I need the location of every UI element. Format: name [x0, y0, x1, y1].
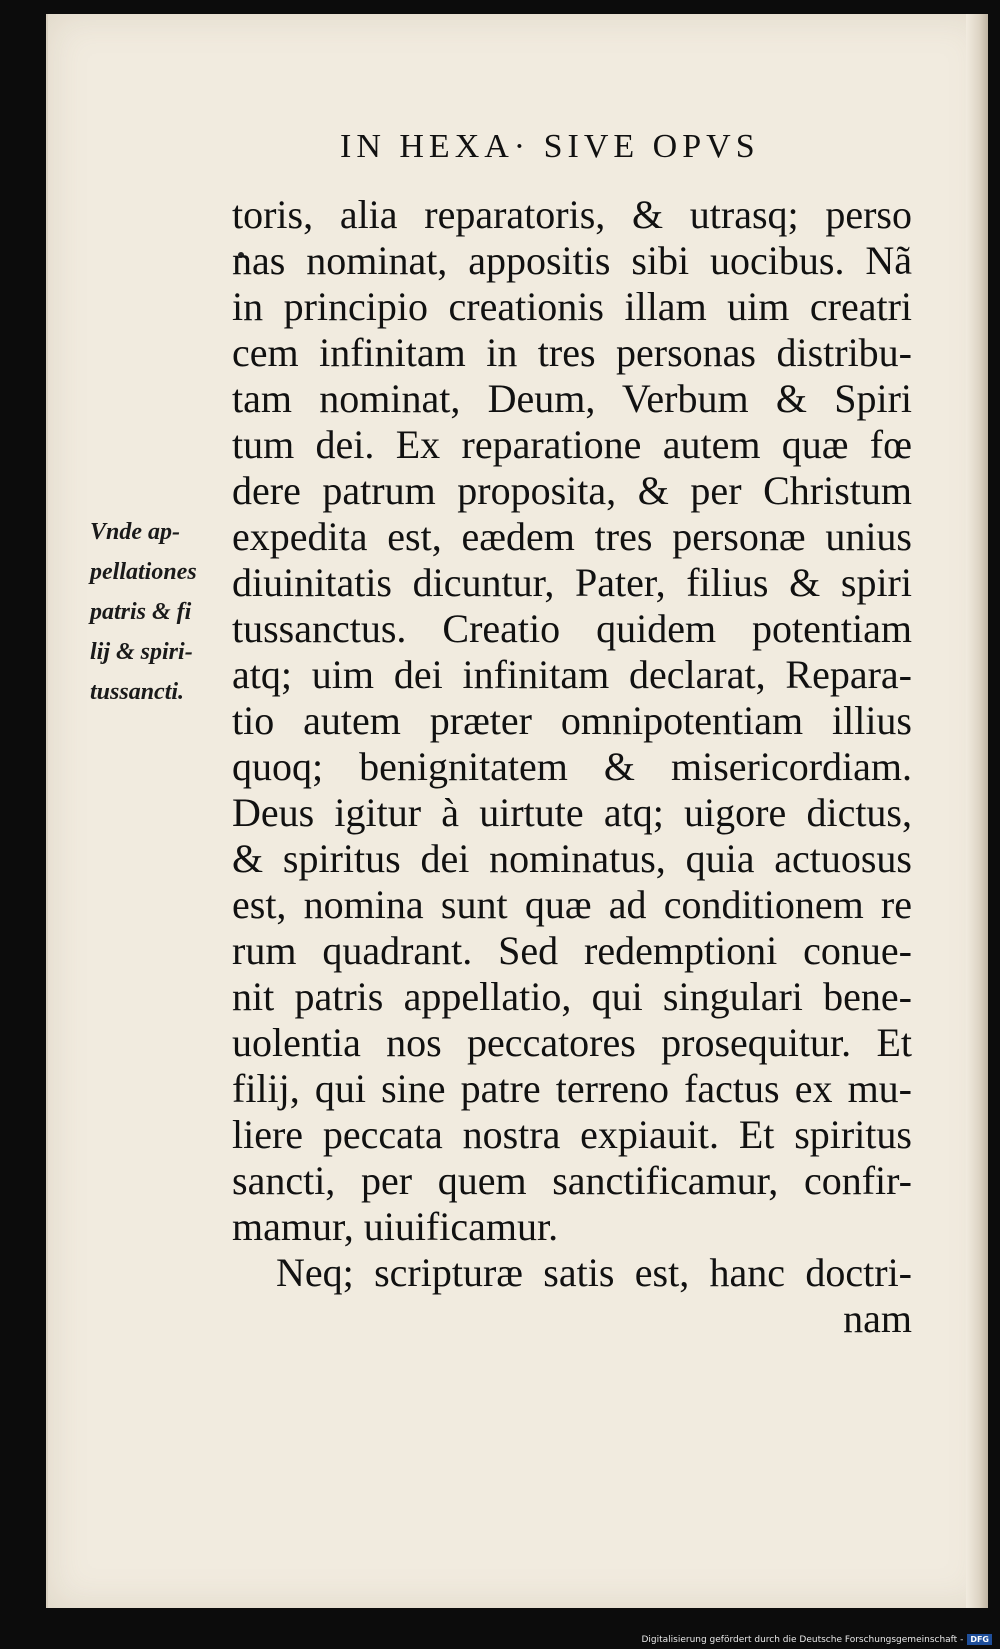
- paragraph-start-line: Neq; scripturæ satis est, hanc doctri-: [276, 1250, 912, 1295]
- text-line: dere patrum proposita, & per Christum: [232, 468, 912, 513]
- text-line: tum dei. Ex reparatione autem quæ fœ: [232, 422, 912, 467]
- body-text: [232, 192, 912, 1342]
- text-line: atq; uim dei infinitam declarat, Repara-: [232, 652, 912, 697]
- marginal-note: [90, 512, 235, 712]
- text-line: nas nominat, appositis sibi uocibus. Nã: [232, 238, 912, 283]
- marginal-note-line: lij & spiri-: [90, 639, 193, 665]
- text-line: cem infinitam in tres personas distribu-: [232, 330, 912, 375]
- running-head: IN HEXA· SIVE OPVS: [340, 128, 760, 165]
- text-line: liere peccata nostra expiauit. Et spiritus: [232, 1112, 912, 1157]
- footer-credit-text: Digitalisierung gefördert durch die Deutsche Forschungsgemeinschaft -: [641, 1634, 964, 1645]
- text-line: uolentia nos peccatores prosequitur. Et: [232, 1020, 912, 1065]
- text-line: toris, alia reparatoris, & utrasq; perso: [232, 192, 912, 237]
- marginal-note-line: Vnde ap-: [90, 519, 180, 545]
- text-line: mamur, uiuificamur.: [232, 1204, 559, 1249]
- text-line: Deus igitur à uirtute atq; uigore dictus,: [232, 790, 912, 835]
- dfg-logo: DFG: [967, 1634, 992, 1645]
- marginal-note-line: patris & fi: [90, 599, 192, 625]
- text-line: rum quadrant. Sed redemptioni conue-: [232, 928, 912, 973]
- marginal-note-line: tussancti.: [90, 679, 185, 705]
- text-line: est, nomina sunt quæ ad conditionem re: [232, 882, 912, 927]
- text-line: quoq; benignitatem & misericordiam.: [232, 744, 912, 789]
- page-edge: [966, 14, 988, 1608]
- text-line: & spiritus dei nominatus, quia actuosus: [232, 836, 912, 881]
- text-line: tam nominat, Deum, Verbum & Spiri: [232, 376, 912, 421]
- text-line: tussanctus. Creatio quidem potentiam: [232, 606, 912, 651]
- text-line: filij, qui sine patre terreno factus ex mu-: [232, 1066, 912, 1111]
- marginal-note-line: pellationes: [90, 559, 197, 585]
- text-line: in principio creationis illam uim creatri: [232, 284, 912, 329]
- text-line: expedita est, eædem tres personæ unius: [232, 514, 912, 559]
- catchword: nam: [843, 1296, 912, 1341]
- text-line: nit patris appellatio, qui singulari bene-: [232, 974, 912, 1019]
- footer-credit: [641, 1634, 992, 1645]
- text-line: diuinitatis dicuntur, Pater, filius & spiri: [232, 560, 912, 605]
- text-line: tio autem præter omnipotentiam illius: [232, 698, 912, 743]
- text-line: sancti, per quem sanctificamur, confir-: [232, 1158, 912, 1203]
